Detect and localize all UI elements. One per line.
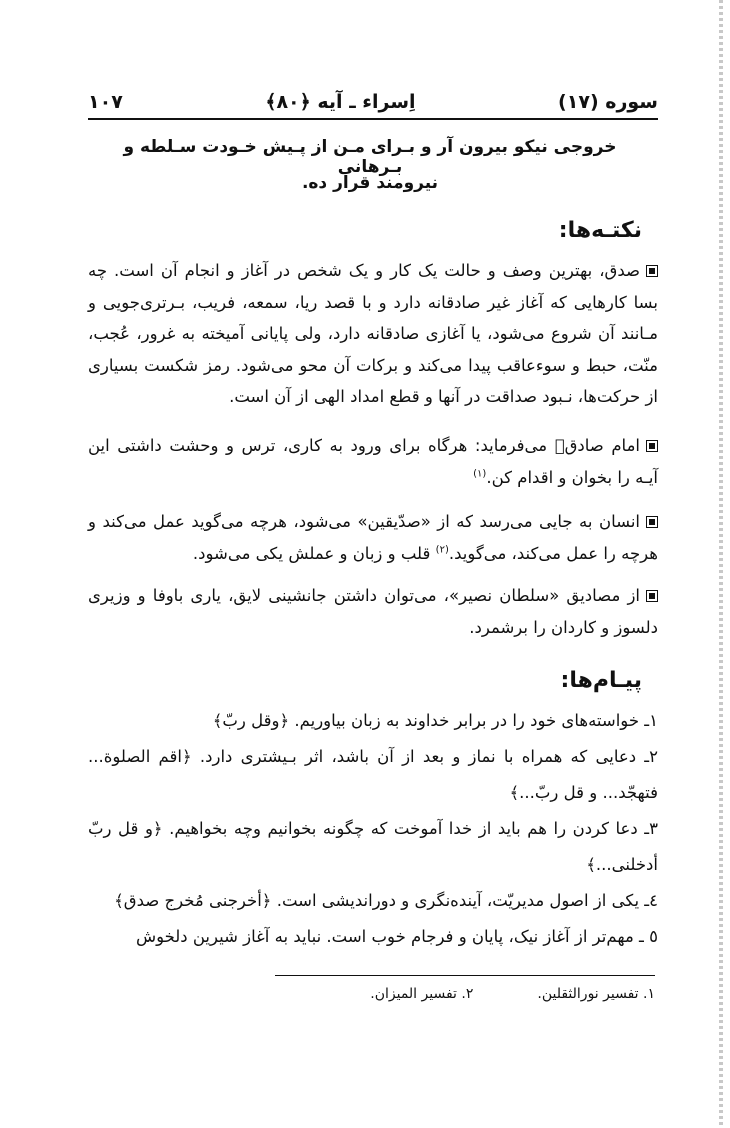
footnotes [300, 986, 655, 1008]
messages-heading: پیـام‌ها: [560, 668, 642, 693]
message-item: ۱ـ خواسته‌های خود را در برابر خداوند به زبان بیاوریم. ﴿وقل ربّ﴾ [212, 711, 658, 730]
verse-translation-line-1: خروجی نیکو بیرون آر و بـرای مـن از پـیش خـودت سـلطه و بـرهانی [123, 137, 617, 177]
footnote: ۱. تفسیر نورالثقلین. [537, 986, 655, 1002]
note-item [88, 430, 658, 493]
verse-reference: اِسراء ـ آیه ﴿۸۰﴾ [265, 91, 416, 113]
message-item: ۲ـ دعایی که همراه با نماز و بعد از آن باشد، اثر بـیشتری دارد. ﴿اقم الصلوة... فتهجّد... و قل ربّ...﴾ [88, 747, 658, 802]
page-number: ۱۰۷ [88, 91, 123, 113]
footnote-ref: (۲) [435, 544, 449, 555]
bullet-icon [646, 516, 658, 528]
footnote: ۲. تفسیر المیزان. [370, 986, 474, 1002]
note-text: امام صادقؑ می‌فرماید: هرگاه برای ورود به کاری، ترس و وحشت داشتی این آیـه را بخوان و اقدام کن. [88, 436, 658, 487]
surah-label: سوره (۱۷) [558, 91, 658, 113]
bullet-icon [646, 590, 658, 602]
note-text-after: قلب و زبان و عملش یکی می‌شود. [192, 543, 436, 563]
note-text: از مصادیق «سلطان نصیر»، می‌توان داشتن جانشینی لایق، یاری باوفا و وزیری دلسوز و کاردان را برشمرد. [88, 586, 658, 637]
footnote-rule [275, 975, 655, 976]
verse-translation-line-2: نیرومند قرار ده. [301, 173, 439, 193]
note-item [88, 580, 658, 643]
header-rule [88, 118, 658, 120]
notes-heading: نکتـه‌ها: [558, 218, 642, 243]
page-edge-texture [719, 0, 723, 1128]
footnote-ref: (۱) [473, 468, 487, 479]
note-item [88, 506, 658, 569]
running-header [88, 88, 658, 116]
message-item: ۳ـ دعا کردن را هم باید از خدا آموخت که چگونه بخوانیم وچه بخواهیم. ﴿و قل ربّ أدخلنی...﴾ [88, 819, 658, 874]
bullet-icon [646, 265, 658, 277]
bullet-icon [646, 440, 658, 452]
note-item [88, 255, 658, 413]
message-item: ٥ ـ مهم‌تر از آغاز نیک، پایان و فرجام خوب است. نباید به آغاز شیرین دلخوش [135, 927, 658, 946]
message-item: ٤ـ یکی از اصول مدیریّت، آینده‌نگری و دوراندیشی است. ﴿أخرجنی مُخرج صدق﴾ [114, 891, 658, 910]
note-text: صدق، بهترین وصف و حالت یک کار و یک شخص در آغاز و انجام آن است. چه بسا کارهایی که آغاز غیر صادقانه دارد و با قصد ریا، سمعه، فریب، بـرتری‌جویی و مـانند آن شروع می‌شود، یا آغازی صادقانه دارد، ولی پایانی آمیخته به غرور، عُجب، منّت، حبط و سوءعاقب پیدا می‌کند و برکات آن محو می‌شود. رمز شکست بسیاری از حرکت‌ها، نـبود صداقت در آنها و قطع امداد الهی از آن است. [88, 261, 658, 406]
note-text: انسان به جایی می‌رسد که از «صدّیقین» می‌شود، هرچه می‌گوید عمل می‌کند و هرچه را عمل می‌کند، می‌گوید. [88, 512, 658, 563]
